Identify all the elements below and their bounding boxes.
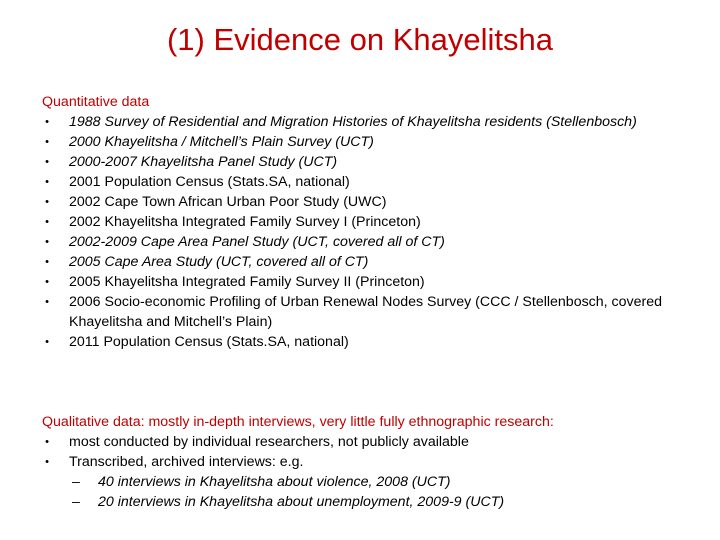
sub-list-item <box>42 472 692 492</box>
list-item-text: 1988 Survey of Residential and Migration Histories of Khayelitsha residents (Stellenbosch) <box>69 114 637 130</box>
sub-list-item-text: 40 interviews in Khayelitsha about violence, 2008 (UCT) <box>98 474 451 490</box>
list-item-text: 2005 Khayelitsha Integrated Family Survey II (Princeton) <box>69 274 425 290</box>
interview-sublist <box>42 472 692 512</box>
list-item <box>42 292 692 332</box>
dash-icon: – <box>72 494 80 510</box>
list-item <box>42 192 692 212</box>
list-item-text: 2006 Socio-economic Profiling of Urban Renewal Nodes Survey (CCC / Stellenbosch, covered Khayelitsha and Mitchell’s Plain) <box>69 294 663 330</box>
bullet-icon: • <box>45 276 49 288</box>
bullet-icon: • <box>45 236 49 248</box>
dash-icon: – <box>72 474 80 490</box>
list-item <box>42 132 692 152</box>
bullet-icon: • <box>45 116 49 128</box>
bullet-icon: • <box>45 436 49 448</box>
bullet-icon: • <box>45 456 49 468</box>
list-item <box>42 152 692 172</box>
qualitative-section <box>42 412 692 512</box>
list-item-text: 2002 Cape Town African Urban Poor Study (UWC) <box>69 194 387 210</box>
bullet-icon: • <box>45 196 49 208</box>
bullet-icon: • <box>45 136 49 148</box>
list-item <box>42 172 692 192</box>
quantitative-heading: Quantitative data <box>42 94 150 110</box>
bullet-icon: • <box>45 216 49 228</box>
list-item <box>42 452 692 472</box>
bullet-icon: • <box>45 176 49 188</box>
quantitative-list <box>42 112 692 352</box>
list-item <box>42 252 692 272</box>
bullet-icon: • <box>45 256 49 268</box>
bullet-icon: • <box>45 296 49 308</box>
list-item-text: 2001 Population Census (Stats.SA, national) <box>69 174 350 190</box>
list-item <box>42 212 692 232</box>
list-item-text: 2002-2009 Cape Area Panel Study (UCT, covered all of CT) <box>69 234 445 250</box>
sub-list-item-text: 20 interviews in Khayelitsha about unemployment, 2009-9 (UCT) <box>98 494 505 510</box>
list-item <box>42 112 692 132</box>
list-item-text: most conducted by individual researchers, not publicly available <box>69 434 469 450</box>
sub-list-item <box>42 492 692 512</box>
list-item-text: 2002 Khayelitsha Integrated Family Survey I (Princeton) <box>69 214 421 230</box>
list-item <box>42 432 692 452</box>
list-item <box>42 232 692 252</box>
list-item-text: 2005 Cape Area Study (UCT, covered all of CT) <box>69 254 369 270</box>
list-item <box>42 332 692 352</box>
list-item-text: 2000 Khayelitsha / Mitchell’s Plain Survey (UCT) <box>69 134 374 150</box>
quantitative-section <box>42 92 692 352</box>
list-item-text: Transcribed, archived interviews: e.g. <box>69 454 304 470</box>
qualitative-heading: Qualitative data: mostly in-depth interviews, very little fully ethnographic research: <box>42 414 554 430</box>
list-item <box>42 272 692 292</box>
bullet-icon: • <box>45 156 49 168</box>
list-item-text: 2000-2007 Khayelitsha Panel Study (UCT) <box>69 154 338 170</box>
qualitative-list <box>42 432 692 472</box>
list-item-text: 2011 Population Census (Stats.SA, national) <box>69 334 349 350</box>
slide-title: (1) Evidence on Khayelitsha <box>166 22 553 57</box>
bullet-icon: • <box>45 336 49 348</box>
